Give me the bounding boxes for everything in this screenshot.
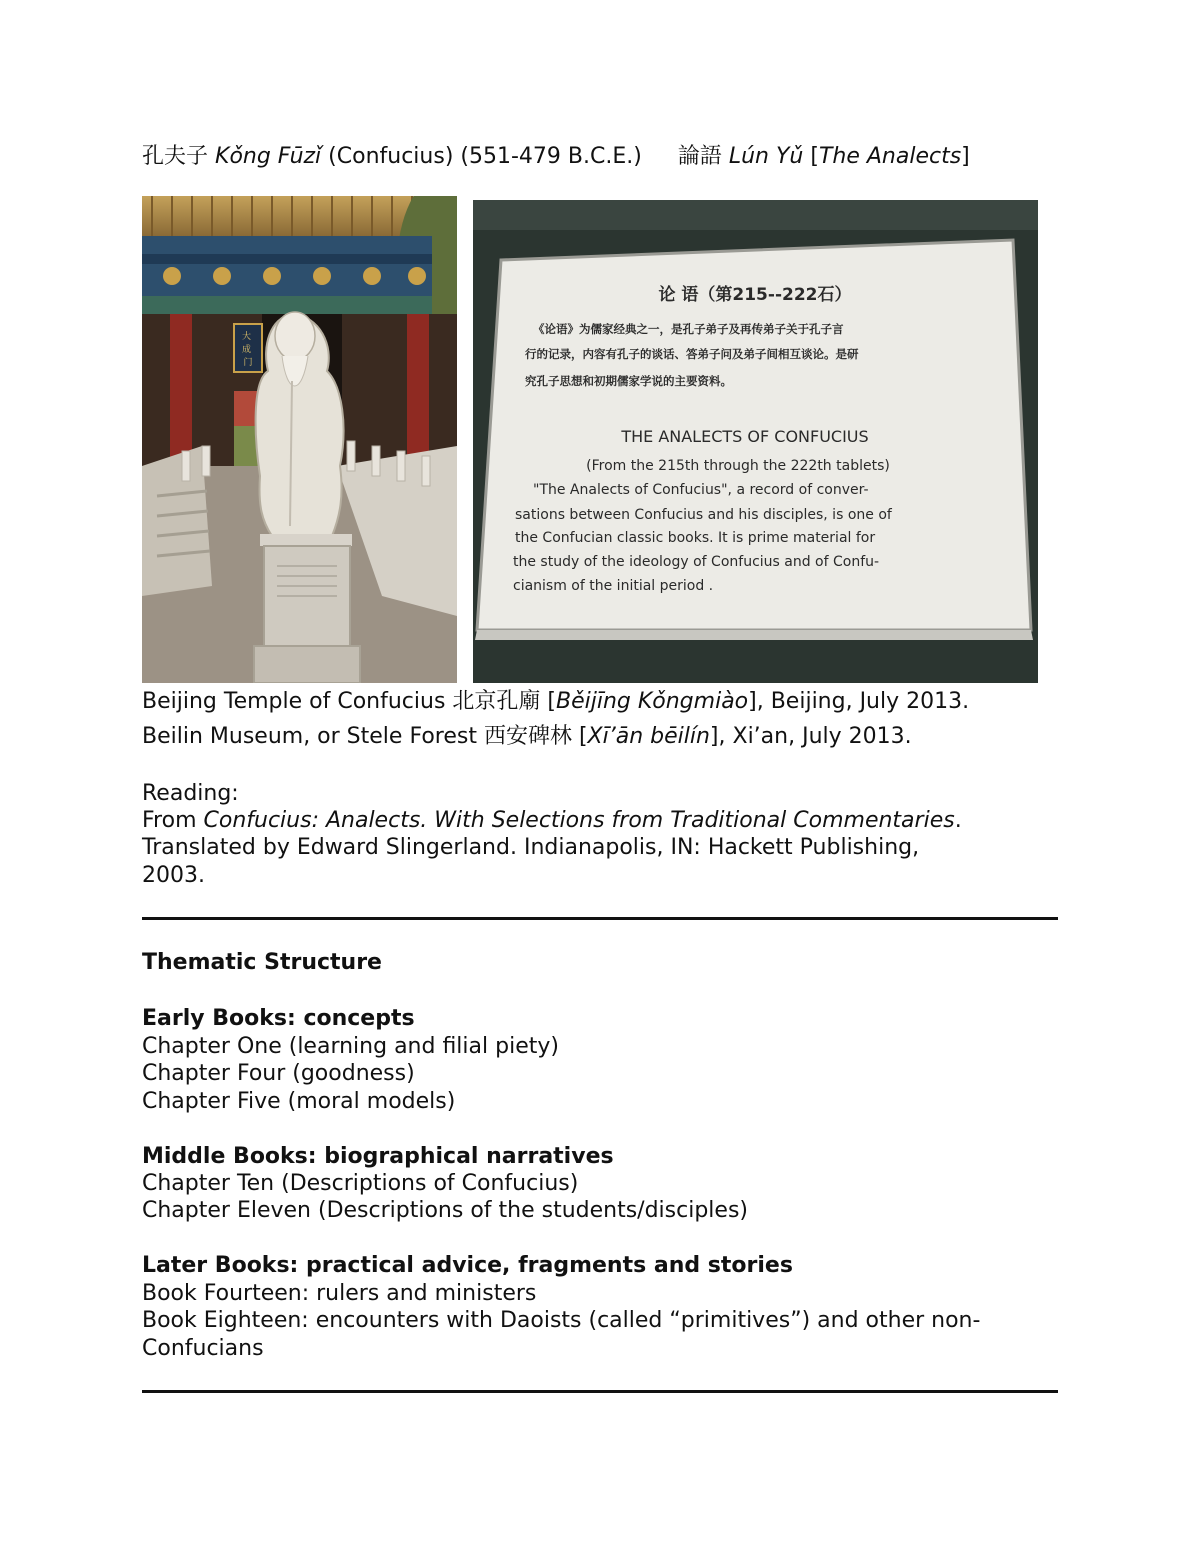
kong-fuzi-pinyin: Kǒng Fūzǐ xyxy=(215,144,322,169)
reading-book-title: Confucius: Analects. With Selections from Traditional Commentaries xyxy=(203,808,955,833)
later-item-2: Book Eighteen: encounters with Daoists (called “primitives”) and other non- xyxy=(142,1308,981,1333)
later-books-heading: Later Books: practical advice, fragments and stories xyxy=(142,1253,793,1278)
middle-item-1: Chapter Ten (Descriptions of Confucius) xyxy=(142,1171,579,1196)
caption-beilin xyxy=(142,723,912,750)
early-books-heading: Early Books: concepts xyxy=(142,1006,415,1031)
reading-source xyxy=(142,807,962,834)
analects-plaque-photo xyxy=(473,200,1038,683)
caption-beilin-suffix: ], Xi’an, July 2013. xyxy=(709,724,912,749)
early-item-2: Chapter Four (goodness) xyxy=(142,1061,415,1086)
analects-title: The Analects xyxy=(818,144,962,169)
reading-from: From xyxy=(142,808,204,833)
plaque-body-cn-1: 《论语》为儒家经典之一，是孔子弟子及再传弟子关于孔子言 xyxy=(533,322,844,336)
middle-item-2: Chapter Eleven (Descriptions of the students/disciples) xyxy=(142,1198,748,1223)
analects-bracket-open: [ xyxy=(810,144,819,169)
plaque-body-en-2: "The Analects of Confucius", a record of conver- xyxy=(533,482,869,498)
confucius-dates: (Confucius) (551-479 B.C.E.) xyxy=(328,144,642,169)
plaque-photo-drawing xyxy=(473,200,1038,683)
document-title xyxy=(142,143,970,170)
thematic-structure-heading: Thematic Structure xyxy=(142,950,382,975)
plaque-body-en-1: (From the 215th through the 222th tablets) xyxy=(586,458,890,474)
plaque-body-en-4: the Confucian classic books. It is prime material for xyxy=(515,530,876,546)
statue-photo-drawing xyxy=(142,196,457,683)
confucius-statue-photo xyxy=(142,196,457,683)
middle-books-heading: Middle Books: biographical narratives xyxy=(142,1144,614,1169)
reading-period: . xyxy=(954,808,962,833)
divider-top xyxy=(142,917,1058,920)
analects-bracket-close: ] xyxy=(961,144,970,169)
plaque-body-en-6: cianism of the initial period . xyxy=(513,578,714,594)
gate-plaque-char-3: 门 xyxy=(243,358,253,368)
reading-year: 2003. xyxy=(142,863,205,888)
reading-label: Reading: xyxy=(142,781,239,806)
caption-beijing-suffix: ], Beijing, July 2013. xyxy=(748,689,970,714)
plaque-body-cn-3: 究孔子思想和初期儒家学说的主要资料。 xyxy=(525,374,732,388)
later-item-3: Confucians xyxy=(142,1336,264,1361)
plaque-body-cn-2: 行的记录，内容有孔子的谈话、答弟子问及弟子间相互谈论。是研 xyxy=(525,347,859,361)
caption-beilin-prefix: Beilin Museum, or Stele Forest 西安碑林 [ xyxy=(142,724,588,749)
caption-beilin-pinyin: Xī’ān bēilín xyxy=(587,724,710,749)
gate-plaque-char-2: 成 xyxy=(242,345,252,355)
early-item-1: Chapter One (learning and filial piety) xyxy=(142,1034,559,1059)
plaque-body-en-5: the study of the ideology of Confucius and of Confu- xyxy=(513,554,880,570)
reading-translator: Translated by Edward Slingerland. Indianapolis, IN: Hackett Publishing, xyxy=(142,835,920,860)
lunyu-hanzi: 論語 xyxy=(677,144,722,169)
caption-beijing xyxy=(142,688,969,715)
plaque-body-en-3: sations between Confucius and his disciples, is one of xyxy=(515,507,892,523)
gate-plaque-text xyxy=(242,330,254,368)
plaque-title-cn: 论 语（第215--222石） xyxy=(658,285,852,305)
kong-fuzi-hanzi: 孔夫子 xyxy=(142,144,209,169)
gate-plaque-char-1: 大 xyxy=(242,332,252,342)
lunyu-pinyin: Lún Yǔ xyxy=(728,144,804,169)
divider-bottom xyxy=(142,1390,1058,1393)
caption-beijing-pinyin: Běijīng Kǒngmiào xyxy=(555,689,749,714)
later-item-1: Book Fourteen: rulers and ministers xyxy=(142,1281,537,1306)
early-item-3: Chapter Five (moral models) xyxy=(142,1089,456,1114)
plaque-title-en: THE ANALECTS OF CONFUCIUS xyxy=(621,427,869,446)
caption-beijing-prefix: Beijing Temple of Confucius 北京孔廟 [ xyxy=(142,689,556,714)
